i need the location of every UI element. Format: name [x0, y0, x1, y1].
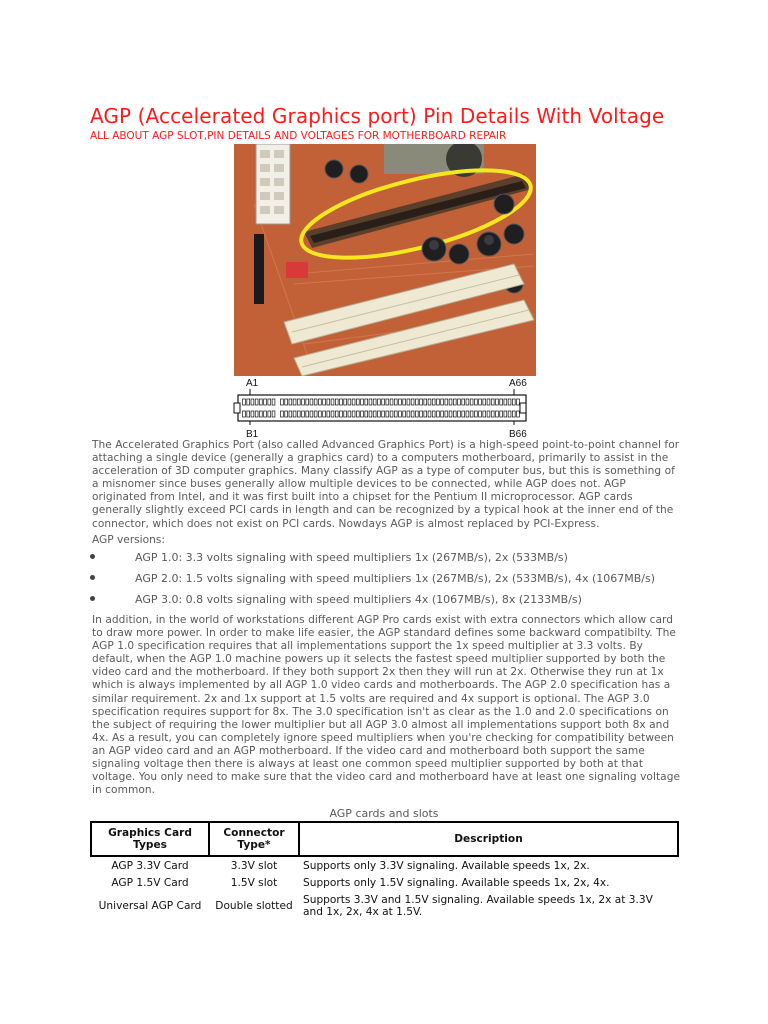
table-cell: Universal AGP Card — [98, 900, 202, 912]
pin — [297, 411, 300, 417]
pin — [512, 411, 515, 417]
table-cell: 1.5V slot — [230, 876, 278, 889]
pin — [382, 411, 385, 417]
pin — [251, 399, 254, 405]
pin — [470, 411, 473, 417]
pin — [327, 399, 330, 405]
pin — [386, 399, 389, 405]
pin — [496, 411, 499, 417]
table-cell: Double slotted — [215, 900, 293, 912]
table-row — [91, 891, 678, 921]
pin — [462, 411, 465, 417]
table-cell: AGP 3.3V Card — [111, 859, 189, 872]
pin — [407, 399, 410, 405]
table-header-row — [91, 822, 678, 856]
pin — [466, 399, 469, 405]
agp-pin-diagram — [232, 375, 528, 441]
pin — [310, 411, 313, 417]
compatibility-paragraph: In addition, in the world of workstations different AGP Pro cards exist with extra connectors which allow card to draw more power. In order to make life easier, the AGP standard defines some backward compatibilty. The AGP 1.0 specification requires that all implementations support the 1x speed multiplier at 3.3 volts. By default, when the AGP 1.0 machine powers up it selects the fastest speed multiplier supported by both the video card and the motherboard. If they both support 2x then they will run at 2x. Otherwise they run at 1x which is always implemented by all AGP 1.0 video cards and motherboards. The AGP 2.0 specification has a similar requirement. 2x and 1x support at 1.5 volts are required and 4x support is optional. The AGP 3.0 specification requires support for 8x. The 3.0 specification isn't as clear as the 1.0 and 2.0 specifications on the subject of requiring the lower multiplier but all AGP 3.0 almost all implementations support both 8x and 4x. As a result, you can completely ignore speed multipliers when you're checking for compatibility between an AGP video card and an AGP motherboard. If the video card and motherboard both support the same signaling voltage then there is always at least one common speed multiplier supported by both at that voltage. You only need to make sure that the video card and motherboard have at least one signaling voltage in common. — [92, 614, 681, 797]
pin — [369, 399, 372, 405]
pin — [335, 411, 338, 417]
pin — [483, 411, 486, 417]
pin — [306, 411, 309, 417]
pin — [251, 411, 254, 417]
pin — [496, 399, 499, 405]
pin — [340, 399, 343, 405]
pin — [243, 399, 246, 405]
pin — [466, 411, 469, 417]
pin — [437, 411, 440, 417]
pin — [508, 411, 511, 417]
page-title: AGP (Accelerated Graphics port) Pin Details With Voltage — [90, 104, 665, 128]
pin — [453, 411, 456, 417]
page-subtitle: ALL ABOUT AGP SLOT,PIN DETAILS AND VOLTAGES FOR MOTHERBOARD REPAIR — [90, 130, 507, 142]
pin — [335, 399, 338, 405]
pin — [352, 399, 355, 405]
pin — [504, 399, 507, 405]
column-header: Connector Type* — [209, 822, 299, 856]
pin-label-a66: A66 — [509, 378, 527, 389]
table-row — [91, 874, 678, 891]
pin — [487, 411, 490, 417]
pin — [394, 399, 397, 405]
pin — [255, 399, 258, 405]
bullet-icon — [90, 554, 95, 559]
table-cell: Supports only 3.3V signaling. Available speeds 1x, 2x. — [303, 859, 590, 872]
pin — [314, 411, 317, 417]
pin — [318, 399, 321, 405]
pin — [331, 411, 334, 417]
pin — [470, 399, 473, 405]
intro-paragraph: The Accelerated Graphics Port (also called Advanced Graphics Port) is a high-speed point-to-point channel for attaching a single device (generally a graphics card) to a computers motherboard, primarily to assist in the acceleration of 3D computer graphics. Many classify AGP as a type of computer bus, but this is something of a misnomer since buses generally allow multiple devices to be connected, while AGP does not. AGP originated from Intel, and it was first built into a chipset for the Pentium II microprocessor. AGP cards generally slightly exceed PCI cards in length and can be recognized by a typical hook at the inner end of the connector, which does not exist on PCI cards. Nowdays AGP is almost replaced by PCI-Express. — [92, 439, 680, 530]
pin — [411, 411, 414, 417]
pin — [289, 411, 292, 417]
pin — [365, 411, 368, 417]
pin — [365, 399, 368, 405]
versions-label: AGP versions: — [92, 534, 165, 546]
pin — [289, 399, 292, 405]
table-cell: Supports 3.3V and 1.5V signaling. Available speeds 1x, 2x at 3.3V and 1x, 2x, 4x at 1.5V. — [303, 894, 653, 918]
pin-label-a1: A1 — [246, 378, 259, 389]
pin — [445, 411, 448, 417]
pin — [403, 399, 406, 405]
pin — [399, 411, 402, 417]
pin — [491, 411, 494, 417]
pin — [432, 399, 435, 405]
pin — [474, 399, 477, 405]
pin — [268, 399, 271, 405]
pin — [302, 411, 305, 417]
table-row — [91, 856, 678, 874]
bullet-icon — [90, 575, 95, 580]
document-page: AGP (Accelerated Graphics port) Pin Details With Voltage ALL ABOUT AGP SLOT,PIN DETAILS AND VOLTAGES FOR MOTHERBOARD REPAIR A1 A66 B1 B66 The Accelerated Graphics Port (also called Advanced Graphics Port) is a high-speed point-to-point channel for attaching a single device (generally a graphics card) to a computers motherboard, primarily to assist in the acceleration of 3D computer graphics. Many classify AGP as a type of computer bus, but this is something of a misnomer since buses generally allow multiple devices to be connected, while AGP does not. AGP originated from Intel, and it was first built into a chipset for the Pentium II microprocessor. AGP cards generally slightly exceed PCI cards in length and can be recognized by a typical hook at the inner end of the connector, which does not exist on PCI cards. Nowdays AGP is almost replaced by PCI-Express. AGP versions: AGP 1.0: 3.3 volts signaling with speed multipliers 1x (267MB/s), 2x (533MB/s) AGP 2.0: 1.5 volts signaling with speed multipliers 1x (267MB/s), 2x (533MB/s), 4x (1067MB/s) AGP 3.0: 0.8 volts signaling with speed multipliers 4x (1067MB/s), 8x (2133MB/s) In addition, in the world of workstations different AGP Pro cards exist with extra connectors which allow card to draw more power. In order to make life easier, the AGP standard defines some backward compatibilty. The AGP 1.0 specification requires that all implementations support the 1x speed multiplier at 3.3 volts. By default, when the AGP 1.0 machine powers up it selects the fastest speed multiplier supported by both the video card and the motherboard. If they both support 2x then they will run at 2x. Otherwise they run at 1x which is always implemented by all AGP 1.0 video cards and motherboards. The AGP 2.0 specification has a similar requirement. 2x and 1x support at 1.5 volts are required and 4x support is optional. The AGP 3.0 specification requires support for 8x. The 3.0 specification isn't as clear as the 1.0 and 2.0 specifications on the subject of requiring the lower multiplier but all AGP 3.0 almost all implementations support both 8x and 4x. As a result, you can completely ignore speed multipliers when you're checking for compatibility between an AGP video card and an AGP motherboard. If the video card and motherboard both support the same signaling voltage then there is always at least one common speed multiplier supported by both at that voltage. You only need to make sure that the video card and motherboard have at least one signaling voltage in common. AGP cards and slots Graphics Card Types Connector Type* Description AGP 3.3V Card 3.3V slot Supports only 3.3V signaling. Available speeds 1x, 2x. AGP 1.5V Card 1.5V slot Supports only 1.5V signaling. Available speeds 1x, 2x, 4x. Universal AGP Card Double slotted Supports 3.3V and 1.5V signaling. Available speeds 1x, 2x at 3.3V and 1x, 2x, 4x at 1.5V. — [0, 0, 768, 1024]
pin — [508, 399, 511, 405]
table-cell: Supports only 1.5V signaling. Available speeds 1x, 2x, 4x. — [303, 876, 610, 889]
pin-rows — [243, 399, 520, 417]
pin — [394, 411, 397, 417]
pin — [479, 411, 482, 417]
pin — [415, 399, 418, 405]
pin — [318, 411, 321, 417]
pin — [348, 411, 351, 417]
pin — [247, 399, 250, 405]
pin — [449, 399, 452, 405]
pin — [500, 399, 503, 405]
pin — [428, 411, 431, 417]
pin — [420, 399, 423, 405]
table-cell: 3.3V slot — [230, 859, 278, 872]
pin — [373, 411, 376, 417]
pin — [453, 399, 456, 405]
pin — [373, 399, 376, 405]
pin — [352, 411, 355, 417]
pin — [285, 411, 288, 417]
pin — [390, 411, 393, 417]
pin — [293, 411, 296, 417]
pin — [441, 411, 444, 417]
pin — [323, 411, 326, 417]
pin — [479, 399, 482, 405]
table-cell: AGP 1.5V Card — [111, 876, 189, 889]
pin — [255, 411, 258, 417]
pin — [369, 411, 372, 417]
pin — [399, 399, 402, 405]
pin — [259, 411, 262, 417]
pin — [437, 399, 440, 405]
pin — [504, 411, 507, 417]
pin — [517, 411, 520, 417]
pin — [432, 411, 435, 417]
pin — [293, 399, 296, 405]
pin — [462, 399, 465, 405]
pin — [264, 411, 267, 417]
pin — [411, 399, 414, 405]
pin — [403, 411, 406, 417]
column-header: Description — [299, 822, 678, 856]
pin — [424, 399, 427, 405]
pin — [285, 399, 288, 405]
pin-label-b66: B66 — [509, 429, 527, 440]
pin — [424, 411, 427, 417]
pin — [487, 399, 490, 405]
bullet-icon — [90, 596, 95, 601]
pin — [407, 411, 410, 417]
pin — [377, 411, 380, 417]
pin — [458, 399, 461, 405]
pin — [310, 399, 313, 405]
pin — [474, 411, 477, 417]
pin — [306, 399, 309, 405]
pin — [247, 411, 250, 417]
pin — [382, 399, 385, 405]
pin — [415, 411, 418, 417]
pin — [386, 411, 389, 417]
pin — [420, 411, 423, 417]
pin — [449, 411, 452, 417]
pin — [390, 399, 393, 405]
pin — [500, 411, 503, 417]
pin — [297, 399, 300, 405]
pin — [361, 399, 364, 405]
pin — [281, 399, 284, 405]
pin — [344, 411, 347, 417]
pin — [331, 399, 334, 405]
pin — [272, 411, 275, 417]
pin — [268, 411, 271, 417]
pin — [491, 399, 494, 405]
pin — [243, 411, 246, 417]
pin-label-b1: B1 — [246, 429, 259, 440]
pin — [428, 399, 431, 405]
pin — [314, 399, 317, 405]
pin — [483, 399, 486, 405]
pin — [517, 399, 520, 405]
pin — [512, 399, 515, 405]
pin — [348, 399, 351, 405]
pin — [340, 411, 343, 417]
motherboard-photo — [234, 144, 536, 376]
pin — [323, 399, 326, 405]
pin — [344, 399, 347, 405]
pin — [458, 411, 461, 417]
pin — [281, 411, 284, 417]
pin — [377, 399, 380, 405]
pin — [356, 411, 359, 417]
pin — [272, 399, 275, 405]
table-caption: AGP cards and slots — [329, 807, 439, 820]
pin — [445, 399, 448, 405]
pin — [441, 399, 444, 405]
pin — [327, 411, 330, 417]
pin — [264, 399, 267, 405]
column-header: Graphics Card Types — [91, 822, 209, 856]
pin — [302, 399, 305, 405]
agp-cards-table — [90, 821, 679, 921]
pin — [356, 399, 359, 405]
pin — [361, 411, 364, 417]
pin — [259, 399, 262, 405]
